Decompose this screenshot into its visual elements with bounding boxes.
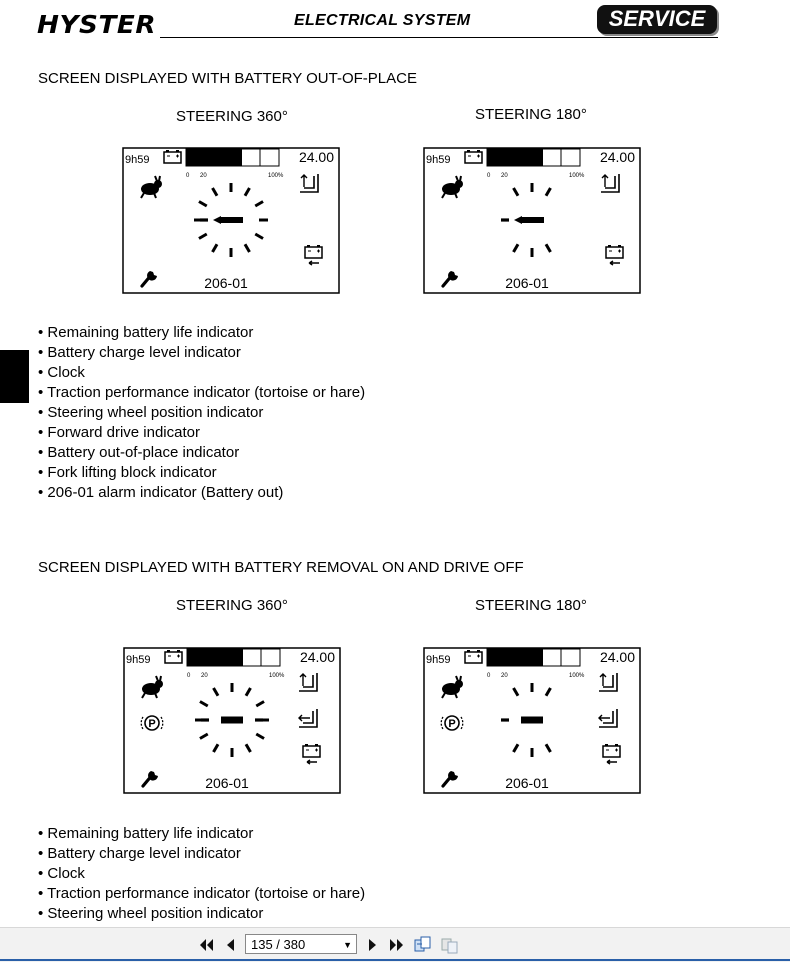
bullet-item: • Remaining battery life indicator: [38, 824, 365, 844]
alarm-code: 206-01: [505, 275, 549, 291]
section-title: ELECTRICAL SYSTEM: [294, 12, 471, 29]
battery-charge-bar: [186, 149, 279, 166]
scale-20-label: 20: [501, 673, 508, 679]
scale-max-label: 100%: [268, 173, 284, 179]
voltage-readout: 24.00: [599, 649, 635, 665]
viewer-toolbar: [0, 927, 790, 962]
bullet-item: • Fork lifting block indicator: [38, 463, 365, 483]
bullet-item: • Steering wheel position indicator: [38, 403, 365, 423]
prev-page-icon[interactable]: [221, 936, 239, 954]
side-tab-marker: [0, 350, 29, 403]
voltage-readout: 24.00: [299, 649, 335, 665]
next-page-icon[interactable]: [364, 936, 382, 954]
scale-20-label: 20: [200, 173, 207, 179]
scale-max-label: 100%: [269, 673, 285, 679]
section1-steer-360-title: STEERING 360°: [176, 108, 288, 125]
scale-min-label: 0: [186, 173, 190, 179]
bullet-item: • Traction performance indicator (tortoise or hare): [38, 884, 365, 904]
parking-brake-label: P: [148, 718, 156, 730]
bullet-item: • Steering wheel position indicator: [38, 904, 365, 924]
alarm-code: 206-01: [204, 275, 248, 291]
scale-min-label: 0: [487, 673, 491, 679]
drive-direction-bar: [522, 217, 544, 223]
bullet-item: • Clock: [38, 864, 365, 884]
bullet-item: • Battery charge level indicator: [38, 343, 365, 363]
neutral-center-bar: [221, 717, 243, 724]
parking-brake-label: P: [448, 718, 456, 730]
clock-readout: 9h59: [426, 154, 451, 166]
brand-logo: HYSTER: [37, 10, 157, 39]
display-panel: [123, 647, 341, 795]
bullet-item: • Remaining battery life indicator: [38, 323, 365, 343]
voltage-readout: 24.00: [298, 149, 334, 165]
last-page-icon[interactable]: [388, 936, 406, 954]
battery-charge-bar: [187, 649, 280, 666]
section2-steer-180-title: STEERING 180°: [475, 597, 587, 614]
scale-max-label: 100%: [569, 173, 585, 179]
section1-steer-180-title: STEERING 180°: [475, 106, 587, 123]
scale-20-label: 20: [201, 673, 208, 679]
header-rule: [160, 37, 718, 38]
page-number-select[interactable]: [245, 934, 357, 954]
section1-bullet-list: [38, 323, 365, 503]
bullet-item: • Battery out-of-place indicator: [38, 443, 365, 463]
clock-readout: 9h59: [126, 654, 151, 666]
scale-max-label: 100%: [569, 673, 585, 679]
bullet-item: • Traction performance indicator (tortoise or hare): [38, 383, 365, 403]
neutral-center-bar: [521, 717, 543, 724]
battery-charge-bar: [487, 649, 580, 666]
bullet-item: • 206-01 alarm indicator (Battery out): [38, 483, 365, 503]
display-panel: [423, 647, 641, 795]
display-panel: [122, 147, 340, 295]
section1-heading: SCREEN DISPLAYED WITH BATTERY OUT-OF-PLACE: [38, 70, 417, 87]
bullet-item: • Clock: [38, 363, 365, 383]
page-layout-icon[interactable]: [414, 936, 432, 954]
scale-min-label: 0: [187, 673, 191, 679]
voltage-readout: 24.00: [599, 149, 635, 165]
first-page-icon[interactable]: [197, 936, 215, 954]
service-badge: SERVICE: [597, 5, 717, 34]
bullet-item: • Forward drive indicator: [38, 423, 365, 443]
page-indicator: 135 / 380: [251, 937, 306, 952]
battery-charge-bar: [487, 149, 580, 166]
section2-steer-360-title: STEERING 360°: [176, 597, 288, 614]
drive-direction-bar: [221, 217, 243, 223]
alarm-code: 206-01: [205, 775, 249, 791]
bullet-item: • Battery charge level indicator: [38, 844, 365, 864]
chevron-down-icon: ▼: [343, 940, 352, 950]
alarm-code: 206-01: [505, 775, 549, 791]
two-page-icon[interactable]: [441, 936, 459, 954]
clock-readout: 9h59: [125, 154, 150, 166]
scale-min-label: 0: [487, 173, 491, 179]
clock-readout: 9h59: [426, 654, 451, 666]
section2-bullet-list: [38, 824, 365, 924]
section2-heading: SCREEN DISPLAYED WITH BATTERY REMOVAL ON AND DRIVE OFF: [38, 559, 524, 576]
display-panel: [423, 147, 641, 295]
scale-20-label: 20: [501, 173, 508, 179]
